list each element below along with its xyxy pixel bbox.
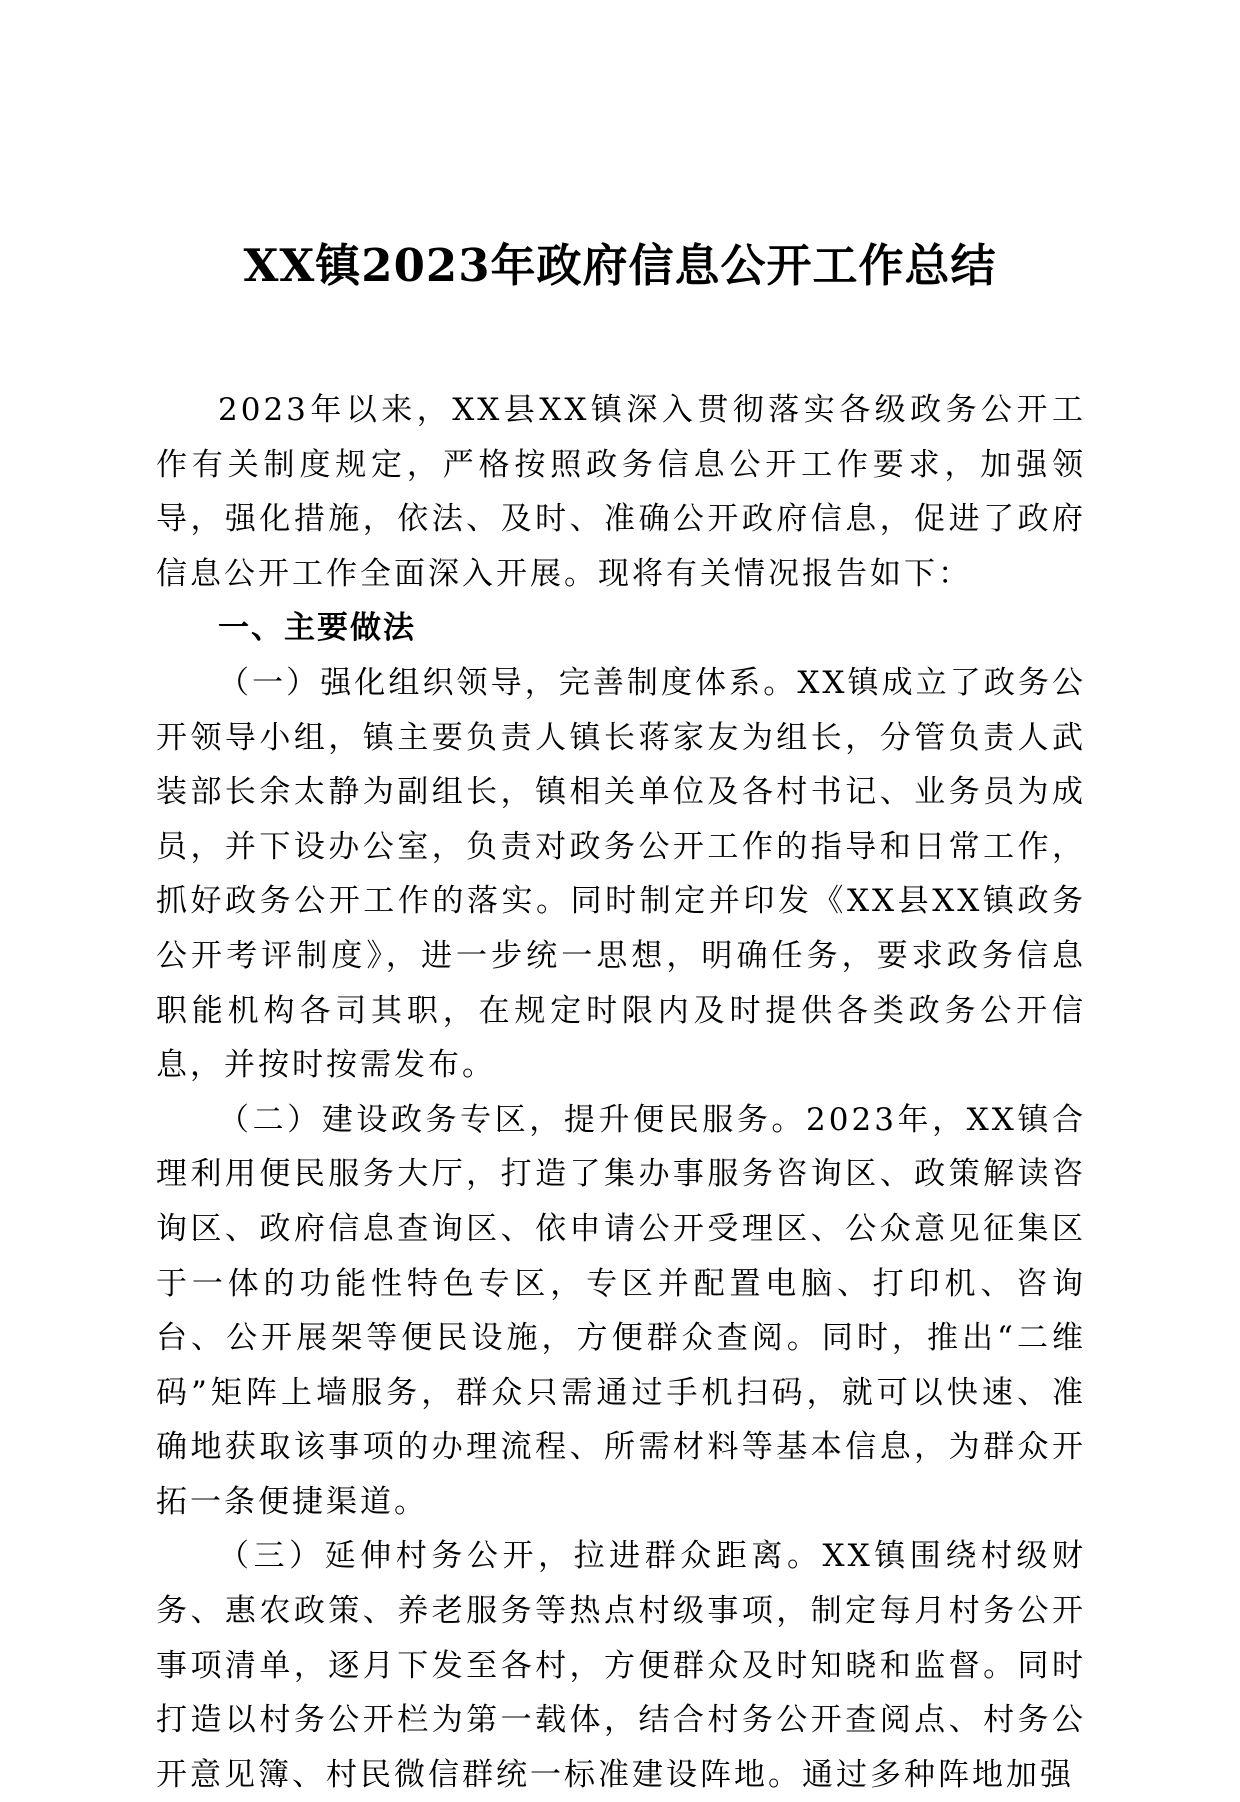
paragraph-village-affairs: （三）延伸村务公开，拉进群众距离。XX镇围绕村级财务、惠农政策、养老服务等热点村级事项，制定每月村务公开事项清单，逐月下发至各村，方便群众及时知晓和监督。同时打造以村务公开栏为第一载体，结合村务公开查阅点、村务公开意见簿、村民微信群统一标准建设阵地。通过多种阵地加强 — [156, 1538, 1086, 1793]
intro-paragraph: 2023年以来，XX县XX镇深入贯彻落实各级政务公开工作有关制度规定，严格按照政务信息公开工作要求，加强领导，强化措施，依法、及时、准确公开政府信息，促进了政府信息公开工作全面深入开展。现将有关情况报告如下： — [156, 392, 1086, 592]
paragraph-organization-leadership: （一）强化组织领导，完善制度体系。XX镇成立了政务公开领导小组，镇主要负责人镇长蒋家友为组长，分管负责人武装部长余太静为副组长，镇相关单位及各村书记、业务员为成员，并下设办公室，负责对政务公开工作的指导和日常工作，抓好政务公开工作的落实。同时制定并印发《XX县XX镇政务公开考评制度》，进一步统一思想，明确任务，要求政务信息职能机构各司其职，在规定时限内及时提供各类政务公开信息，并按时按需发布。 — [156, 664, 1086, 1084]
section-heading-main-practices: 一、主要做法 — [218, 610, 416, 647]
paragraph-government-service-zone: （二）建设政务专区，提升便民服务。2023年，XX镇合理利用便民服务大厅，打造了集办事服务咨询区、政策解读咨询区、政府信息查询区、依申请公开受理区、公众意见征集区于一体的功能性特色专区，专区并配置电脑、打印机、咨询台、公开展架等便民设施，方便群众查阅。同时，推出“二维码”矩阵上墙服务，群众只需通过手机扫码，就可以快速、准确地获取该事项的办理流程、所需材料等基本信息，为群众开拓一条便捷渠道。 — [156, 1101, 1086, 1520]
document-body — [156, 383, 1086, 1802]
document-title: XX镇2023年政府信息公开工作总结 — [243, 239, 997, 292]
